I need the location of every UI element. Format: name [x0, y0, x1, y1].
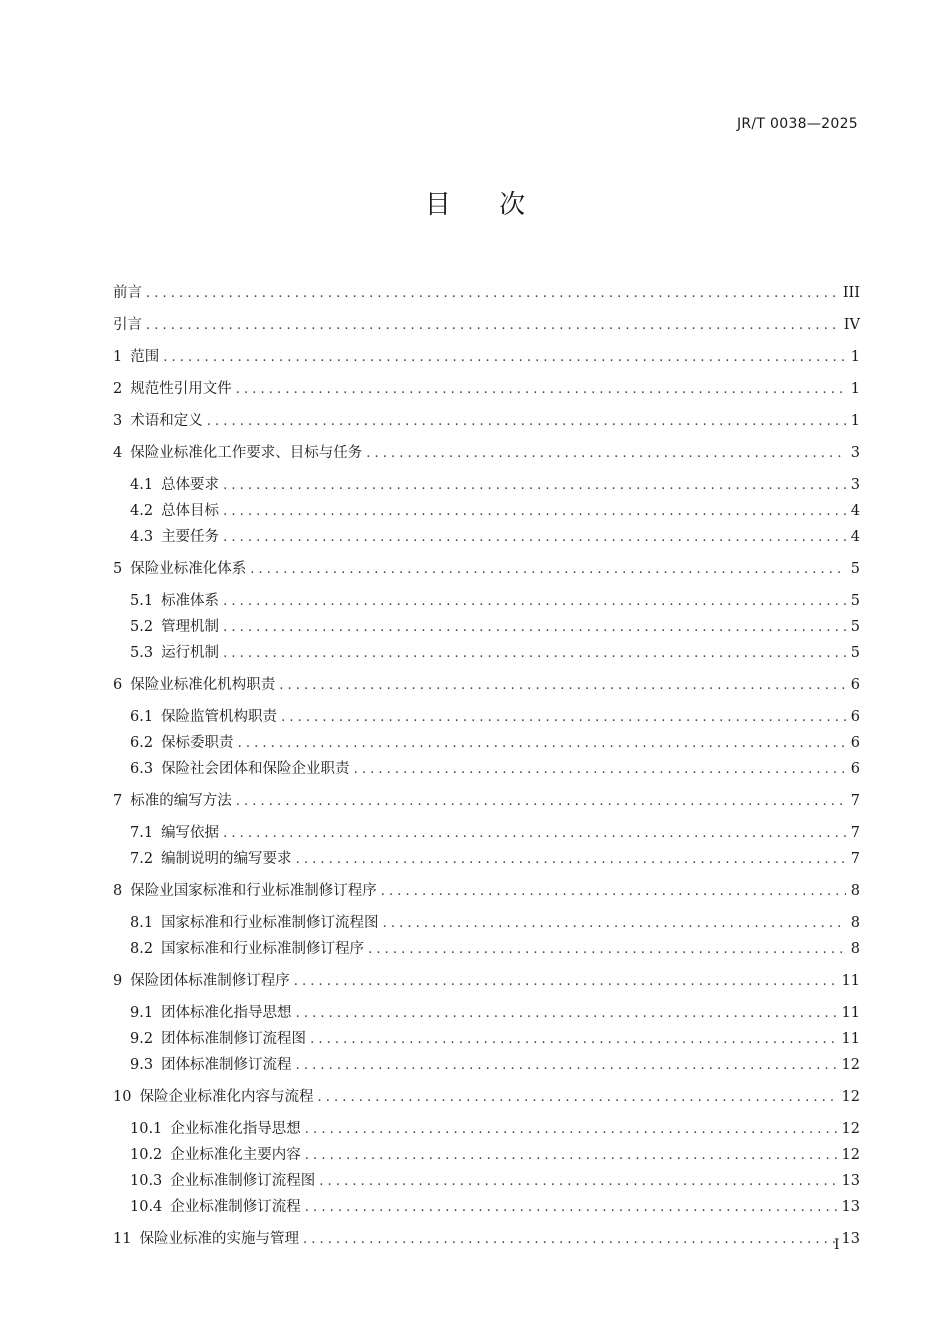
toc-entry-number: 4.1 [130, 477, 154, 493]
toc-entry-number: 11 [113, 1231, 132, 1247]
toc-entry-page: 11 [841, 1031, 860, 1047]
toc-entry[interactable] [113, 1120, 860, 1139]
toc-entry-page: 6 [850, 735, 860, 751]
toc-entry-number: 7 [113, 793, 123, 809]
toc-entry-title: 企业标准制修订流程图 [170, 1173, 316, 1189]
toc-entry-number: 5.1 [130, 593, 154, 609]
toc-entry-page: 5 [850, 619, 860, 635]
toc-entry-number: 10.3 [130, 1173, 163, 1189]
toc-entry-title: 保险业标准的实施与管理 [139, 1231, 299, 1247]
toc-entry-title: 术语和定义 [130, 413, 203, 429]
toc-entry[interactable] [113, 316, 860, 335]
toc-entry[interactable] [113, 528, 860, 547]
toc-entry[interactable] [113, 914, 860, 933]
dot-leader [207, 413, 846, 431]
dot-leader [366, 445, 846, 463]
dot-leader [279, 677, 846, 695]
toc-entry[interactable] [113, 940, 860, 959]
toc-entry-number: 6.3 [130, 761, 154, 777]
toc-entry-title: 保险业标准化机构职责 [130, 677, 276, 693]
toc-entry[interactable] [113, 676, 860, 695]
page-title [0, 184, 950, 221]
toc-entry-page: 11 [841, 1005, 860, 1021]
toc-entry-title: 保险社会团体和保险企业职责 [161, 761, 350, 777]
toc-entry-number: 7.2 [130, 851, 154, 867]
toc-entry-page: 6 [850, 761, 860, 777]
toc-entry[interactable] [113, 284, 860, 303]
toc-entry-title: 保险监管机构职责 [161, 709, 278, 725]
toc-entry-title: 团体标准制修订流程 [161, 1057, 292, 1073]
toc-entry-page: 7 [850, 825, 860, 841]
toc-entry-page: 1 [850, 349, 860, 365]
toc-entry-title: 范围 [130, 349, 160, 365]
toc-entry[interactable] [113, 1230, 860, 1249]
toc-entry-page: 5 [850, 593, 860, 609]
toc-entry-page: 4 [850, 503, 860, 519]
toc-entry[interactable] [113, 734, 860, 753]
toc-entry-number: 6.1 [130, 709, 154, 725]
toc-entry-number: 9 [113, 973, 123, 989]
toc-entry-page: 12 [841, 1089, 860, 1105]
dot-leader [163, 349, 846, 367]
dot-leader [223, 645, 846, 663]
toc-entry-page: 6 [850, 677, 860, 693]
dot-leader [223, 593, 846, 611]
dot-leader [319, 1173, 837, 1191]
toc-entry-number: 3 [113, 413, 123, 429]
toc-entry-number: 10.4 [130, 1199, 163, 1215]
dot-leader [146, 285, 839, 303]
toc-entry-title: 保险团体标准制修订程序 [130, 973, 290, 989]
toc-entry-title: 保险业国家标准和行业标准制修订程序 [130, 883, 377, 899]
toc-entry-page: IV [843, 317, 860, 333]
toc-entry-title: 标准的编写方法 [130, 793, 232, 809]
toc-entry-title: 编写依据 [161, 825, 220, 841]
toc-entry-page: 11 [841, 973, 860, 989]
toc-entry-number: 8.2 [130, 941, 154, 957]
dot-leader [305, 1121, 838, 1139]
toc-entry-title: 前言 [113, 285, 142, 301]
dot-leader [223, 503, 846, 521]
dot-leader [294, 973, 838, 991]
toc-entry-number: 5.3 [130, 645, 154, 661]
toc-entry-page: 12 [841, 1121, 860, 1137]
toc-entry-number: 9.2 [130, 1031, 154, 1047]
toc-entry[interactable] [113, 592, 860, 611]
toc-entry[interactable] [113, 348, 860, 367]
toc-entry-title: 保险企业标准化内容与流程 [139, 1089, 314, 1105]
toc-entry-title: 标准体系 [161, 593, 220, 609]
toc-entry-number: 10.1 [130, 1121, 163, 1137]
toc-entry-number: 2 [113, 381, 123, 397]
toc-entry-title: 保险业标准化体系 [130, 561, 247, 577]
toc-entry[interactable] [113, 708, 860, 727]
toc-entry-page: 6 [850, 709, 860, 725]
toc-entry-page: 7 [850, 793, 860, 809]
toc-entry[interactable] [113, 824, 860, 843]
dot-leader [368, 941, 846, 959]
toc-entry-page: 3 [850, 445, 860, 461]
toc-entry-number: 5.2 [130, 619, 154, 635]
dot-leader [223, 477, 846, 495]
toc-entry-number: 9.1 [130, 1005, 154, 1021]
toc-entry[interactable] [113, 618, 860, 637]
toc-entry-number: 5 [113, 561, 123, 577]
toc-entry-page: 1 [850, 381, 860, 397]
toc-entry-number: 1 [113, 349, 123, 365]
toc-entry-title: 总体目标 [161, 503, 220, 519]
toc-entry-number: 7.1 [130, 825, 154, 841]
toc-entry[interactable] [113, 850, 860, 869]
toc-entry[interactable] [113, 560, 860, 579]
toc-entry-title: 规范性引用文件 [130, 381, 232, 397]
toc-entry-page: 3 [850, 477, 860, 493]
toc-entry-page: 13 [841, 1231, 860, 1247]
toc-entry[interactable] [113, 380, 860, 399]
toc-entry[interactable] [113, 644, 860, 663]
toc-entry[interactable] [113, 1172, 860, 1191]
dot-leader [296, 1005, 838, 1023]
dot-leader [296, 1057, 838, 1075]
dot-leader [238, 735, 846, 753]
toc-entry-page: 1 [850, 413, 860, 429]
toc-entry-number: 10.2 [130, 1147, 163, 1163]
dot-leader [305, 1147, 838, 1165]
page-number: I [834, 1237, 840, 1253]
document-code: JR/T 0038—2025 [736, 116, 858, 132]
toc-entry-number: 6 [113, 677, 123, 693]
toc-entry[interactable] [113, 792, 860, 811]
title-char: 次 [499, 190, 526, 220]
toc-entry-title: 运行机制 [161, 645, 220, 661]
dot-leader [296, 851, 846, 869]
toc-entry-page: 4 [850, 529, 860, 545]
toc-entry[interactable] [113, 1088, 860, 1107]
table-of-contents [113, 284, 860, 1249]
toc-entry[interactable] [113, 444, 860, 463]
toc-entry[interactable] [113, 502, 860, 521]
toc-entry[interactable] [113, 760, 860, 779]
toc-entry[interactable] [113, 1146, 860, 1165]
toc-entry-title: 团体标准制修订流程图 [161, 1031, 307, 1047]
toc-entry[interactable] [113, 476, 860, 495]
dot-leader [250, 561, 846, 579]
toc-entry-page: 13 [841, 1199, 860, 1215]
dot-leader [354, 761, 846, 779]
toc-entry-title: 总体要求 [161, 477, 220, 493]
dot-leader [223, 529, 846, 547]
toc-entry-number: 9.3 [130, 1057, 154, 1073]
toc-entry-page: 12 [841, 1147, 860, 1163]
dot-leader [146, 317, 840, 335]
toc-entry-title: 编制说明的编写要求 [161, 851, 292, 867]
dot-leader [310, 1031, 837, 1049]
dot-leader [223, 825, 846, 843]
toc-entry[interactable] [113, 1198, 860, 1217]
dot-leader [383, 915, 846, 933]
toc-entry-title: 主要任务 [161, 529, 220, 545]
toc-entry[interactable] [113, 1056, 860, 1075]
toc-entry-page: 13 [841, 1173, 860, 1189]
toc-entry-page: 7 [850, 851, 860, 867]
toc-entry[interactable] [113, 1004, 860, 1023]
toc-entry-title: 管理机制 [161, 619, 220, 635]
toc-entry-number: 10 [113, 1089, 132, 1105]
toc-entry[interactable] [113, 882, 860, 901]
toc-entry-title: 引言 [113, 317, 142, 333]
toc-entry-page: 8 [850, 941, 860, 957]
toc-entry-number: 8 [113, 883, 123, 899]
toc-entry-page: 5 [850, 561, 860, 577]
dot-leader [317, 1089, 837, 1107]
dot-leader [223, 619, 846, 637]
dot-leader [236, 793, 846, 811]
toc-entry-page: 8 [850, 883, 860, 899]
toc-entry-number: 4.3 [130, 529, 154, 545]
dot-leader [281, 709, 846, 727]
toc-entry-title: 国家标准和行业标准制修订流程图 [161, 915, 379, 931]
dot-leader [381, 883, 846, 901]
toc-entry-page: 12 [841, 1057, 860, 1073]
toc-entry-number: 4.2 [130, 503, 154, 519]
toc-entry-title: 国家标准和行业标准制修订程序 [161, 941, 365, 957]
toc-entry[interactable] [113, 1030, 860, 1049]
toc-entry-page: III [842, 285, 860, 301]
toc-entry[interactable] [113, 412, 860, 431]
dot-leader [236, 381, 846, 399]
toc-entry-title: 企业标准化指导思想 [170, 1121, 301, 1137]
toc-entry-number: 4 [113, 445, 123, 461]
toc-entry-number: 8.1 [130, 915, 154, 931]
toc-entry-page: 5 [850, 645, 860, 661]
dot-leader [303, 1231, 838, 1249]
toc-entry-title: 企业标准化主要内容 [170, 1147, 301, 1163]
dot-leader [305, 1199, 838, 1217]
toc-entry-title: 企业标准制修订流程 [170, 1199, 301, 1215]
toc-entry-page: 8 [850, 915, 860, 931]
title-char: 目 [424, 190, 451, 220]
toc-entry-title: 保险业标准化工作要求、目标与任务 [130, 445, 363, 461]
toc-entry[interactable] [113, 972, 860, 991]
toc-entry-title: 团体标准化指导思想 [161, 1005, 292, 1021]
toc-entry-number: 6.2 [130, 735, 154, 751]
toc-entry-title: 保标委职责 [161, 735, 234, 751]
